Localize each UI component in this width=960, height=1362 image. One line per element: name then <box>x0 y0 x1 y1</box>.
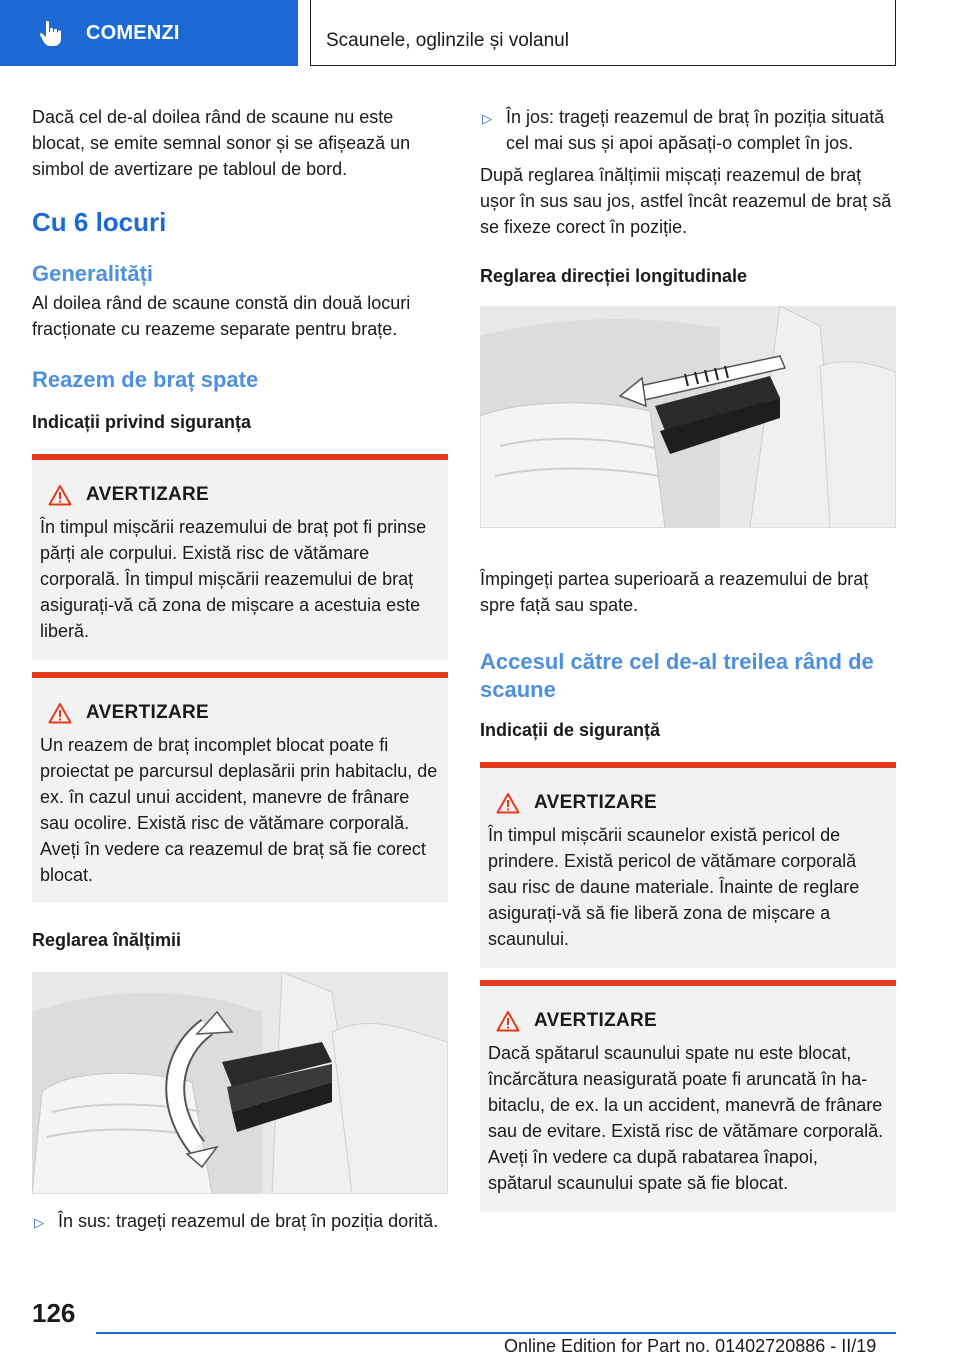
footer-edition: Online Edition for Part no. 01402720886 - II/19 <box>504 1336 877 1356</box>
heading-safety-notes: Indicații de siguranță <box>480 720 661 740</box>
footer-divider <box>96 1332 896 1334</box>
push-paragraph: Împingeți partea superioară a reazemului de braț spre față sau spate. <box>480 569 869 615</box>
page-number: 126 <box>32 1298 76 1328</box>
warning-box-1 <box>32 454 448 660</box>
warning-triangle-icon <box>496 792 520 814</box>
warning-title: AVERTIZARE <box>86 702 209 723</box>
bullet-text: În jos: trageți reazemul de braț în poziția situată cel mai sus și apoi apăsați-o complet în jos. <box>506 107 885 153</box>
heading-safety-info: Indicații privind siguranța <box>32 412 252 432</box>
warning-triangle-icon <box>496 1010 520 1032</box>
general-paragraph: Al doilea rând de scaune constă din două locuri fracționate cu reazeme separate pentru brațe. <box>32 293 411 339</box>
illustration-armrest-height <box>32 972 448 1194</box>
warning-box-2 <box>32 672 448 902</box>
hand-pointer-icon <box>36 18 66 48</box>
bullet-text: În sus: trageți reazemul de braț în poziția dorită. <box>58 1211 439 1231</box>
heading-6-seats: Cu 6 locuri <box>32 207 167 237</box>
triangle-bullet-icon: ▷ <box>34 1215 44 1230</box>
heading-height-adjustment: Reglarea înălțimii <box>32 930 182 950</box>
header-tab-label: COMENZI <box>86 22 180 44</box>
intro-paragraph: Dacă cel de-al doilea rând de scaune nu este blocat, se emite semnal sonor și se afișează un simbol de avertizare pe tabloul de bord. <box>32 107 411 179</box>
armrest-longitudinal-drawing <box>480 306 896 528</box>
heading-general: Generalități <box>32 261 154 286</box>
warning-title: AVERTIZARE <box>534 792 657 813</box>
header-tab-controls[interactable] <box>0 0 298 66</box>
bullet-down <box>480 104 896 156</box>
heading-longitudinal: Reglarea direcției longitudinale <box>480 266 748 286</box>
warning-text: În timpul mișcării reazemului de braț pot fi prinse părți ale corpului. Există risc de vătămare corporală. În timpul mișcării reazemului de braț asigurați-vă că zona de mișcare a acestuia este liberă. <box>40 517 427 641</box>
armrest-height-drawing <box>32 972 448 1194</box>
after-height-paragraph: După reglarea înălțimii mișcați reazemul de braț ușor în sus sau jos, astfel încât reazemul de braț să se fixeze corect în poziție. <box>480 165 892 237</box>
warning-text: Dacă spătarul scaunului spate nu este blocat, încărcătura neasigurată poate fi aruncată în habitaclu, de ex. la un accident, manevră de frânare sau de evitare. Există risc de vătămare corporală. Aveți în vedere ca după rabatarea înapoi, spătarul scaunului spate să fie blocat. <box>488 1043 884 1193</box>
warning-text: Un reazem de braț incomplet blocat poate fi proiectat pe parcursul deplasării prin habitaclu, de ex. în cazul unui accident, manevre de frânare sau ocolire. Există risc de vătămare corporală. Aveți în vedere ca reazemul de braț să fie corect blocat. <box>40 735 438 885</box>
section-title: Scaunele, oglinzile și volanul <box>326 30 569 51</box>
warning-box-4 <box>480 980 896 1212</box>
left-column <box>32 98 448 1236</box>
warning-title: AVERTIZARE <box>86 484 209 505</box>
warning-triangle-icon <box>48 702 72 724</box>
heading-third-row-access: Accesul către cel de-al treilea rând de scaune <box>480 649 874 702</box>
warning-text: În timpul mișcării scaunelor există pericol de prindere. Există pericol de vătămare corporală sau risc de daune materiale. Înainte de reglare asigurați-vă să fie liberă zona de mișcare a scaunului. <box>488 825 860 949</box>
bullet-up <box>32 1208 448 1236</box>
warning-triangle-icon <box>48 484 72 506</box>
heading-rear-armrest: Reazem de braț spate <box>32 367 259 392</box>
warning-title: AVERTIZARE <box>534 1010 657 1031</box>
right-column <box>480 98 896 1212</box>
warning-box-3 <box>480 762 896 968</box>
triangle-bullet-icon: ▷ <box>482 111 492 126</box>
illustration-armrest-longitudinal <box>480 306 896 528</box>
